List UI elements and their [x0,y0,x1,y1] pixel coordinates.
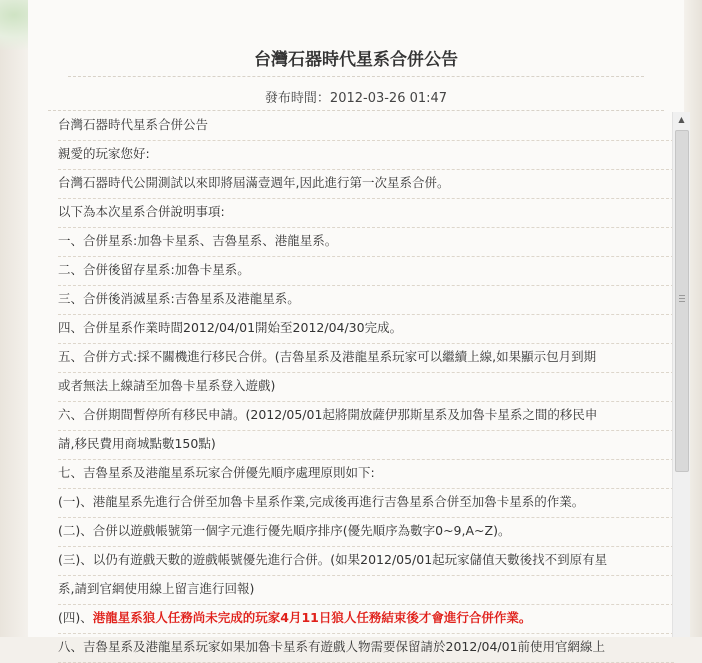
vertical-scrollbar[interactable] [672,112,690,637]
line-suffix: 。 [518,610,532,625]
line-text: 系,請到官網使用線上留言進行回報) [58,581,255,596]
line-text: 台灣石器時代星系合併公告 [58,117,209,132]
content-line [58,170,674,199]
line-text: (三)、以仍有遊戲天數的遊戲帳號優先進行合併。(如果2012/05/01起玩家儲值天數後找不到原有星 [58,552,608,567]
content-line [58,228,674,257]
content-line [58,315,674,344]
line-text: (一)、港龍星系先進行合併至加魯卡星系作業,完成後再進行吉魯星系合併至加魯卡星系的作業。 [58,494,585,509]
content-line [58,431,674,460]
content-line [58,402,674,431]
thumb-grip [679,298,685,299]
line-text: 六、合併期間暫停所有移民申請。(2012/05/01起將開放薩伊那斯星系及加魯卡星系之間的移民申 [58,407,598,422]
line-text: 台灣石器時代公開測試以來即將屆滿壹週年,因此進行第一次星系合併。 [58,175,450,190]
content-line [58,199,674,228]
line-text: 以下為本次星系合併說明事項: [58,204,225,219]
scrollbar-thumb[interactable] [675,130,689,472]
line-prefix: (四)、 [58,610,93,625]
line-text: 五、合併方式:採不關機進行移民合併。(吉魯星系及港龍星系玩家可以繼續上線,如果顯示包月到期 [58,349,597,364]
scroll-up-arrow-icon[interactable]: ▲ [678,115,685,124]
content-line [58,141,674,170]
announcement-panel [28,0,685,654]
line-text: 或者無法上線請至加魯卡星系登入遊戲) [58,378,276,393]
content-line [58,605,674,634]
content-line [58,112,674,141]
highlighted-notice: 港龍星系狼人任務尚未完成的玩家4月11日狼人任務結束後才會進行合併作業 [92,610,519,625]
publish-date: 發布時間：2012-03-26 01:47 [264,91,448,106]
line-text: 三、合併後消滅星系:吉魯星系及港龍星系。 [58,291,300,306]
content-line [58,547,674,576]
content-line [58,576,674,605]
content-line [58,634,674,663]
content-line [58,286,674,315]
date-divider [48,110,664,111]
line-text: 一、合併星系:加魯卡星系、吉魯星系、港龍星系。 [58,233,338,248]
line-text: 七、吉魯星系及港龍星系玩家合併優先順序處理原則如下: [58,465,375,480]
content-line [58,518,674,547]
announcement-content [58,112,674,654]
thumb-grip [679,301,685,302]
line-text: 請,移民費用商城點數150點) [58,436,216,451]
line-text: 親愛的玩家您好: [58,146,150,161]
content-line [58,344,674,373]
page-title: 台灣石器時代星系合併公告 [254,50,458,70]
content-line [58,460,674,489]
thumb-grip [679,295,685,296]
line-text: 二、合併後留存星系:加魯卡星系。 [58,262,250,277]
line-text: (二)、合併以遊戲帳號第一個字元進行優先順序排序(優先順序為數字0~9,A~Z)。 [58,523,511,538]
line-text: 八、吉魯星系及港龍星系玩家如果加魯卡星系有遊戲人物需要保留請於2012/04/01前使用官網線上 [58,639,606,654]
line-text: 四、合併星系作業時間2012/04/01開始至2012/04/30完成。 [58,320,403,335]
title-divider [68,76,644,77]
content-line [58,489,674,518]
content-line [58,257,674,286]
content-line [58,373,674,402]
page-frame-left [0,0,28,637]
